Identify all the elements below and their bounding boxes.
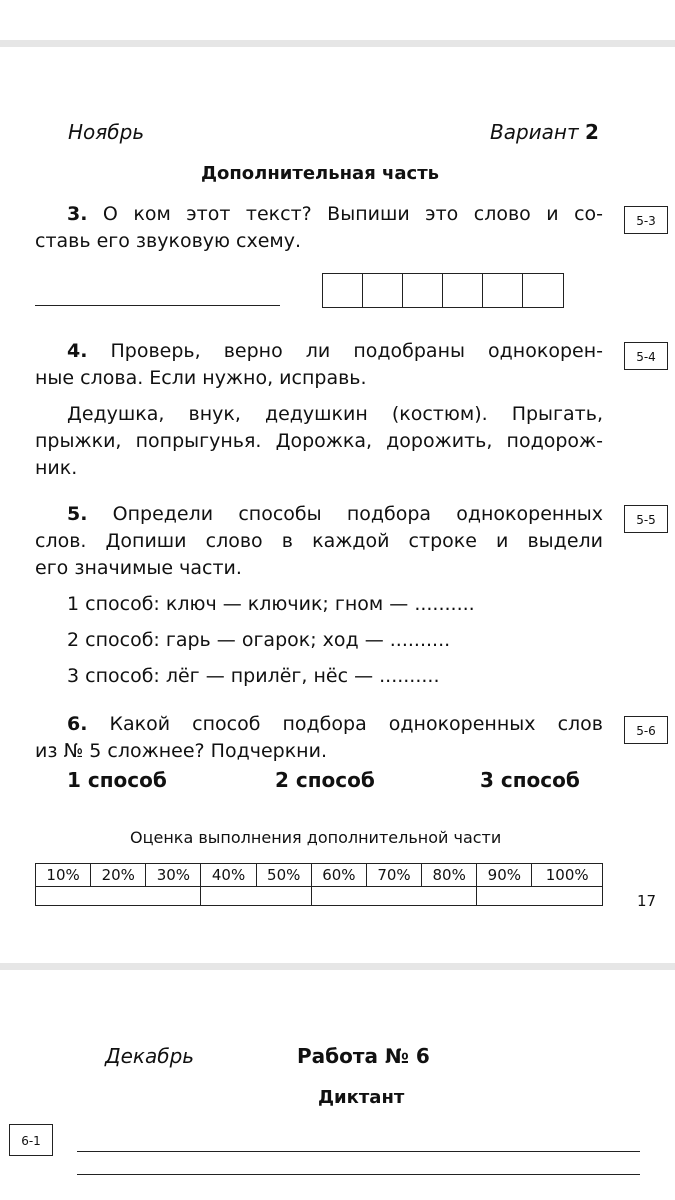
task-3-number: 3. [67, 203, 88, 225]
sound-scheme-boxes[interactable] [322, 273, 564, 308]
sound-box[interactable] [323, 274, 363, 308]
grade-cell[interactable] [311, 887, 476, 906]
grade-cell[interactable] [477, 887, 603, 906]
task-6-line1 [35, 711, 603, 738]
task-4-code: 5-4 [624, 342, 668, 370]
grade-percent-cell: 10% [36, 864, 91, 887]
writing-line[interactable] [77, 1174, 640, 1175]
option-2[interactable]: 2 способ [275, 768, 375, 792]
page-separator [0, 963, 675, 970]
answer-line[interactable] [35, 305, 280, 306]
grade-percent-cell: 40% [201, 864, 256, 887]
section-title: Дополнительная часть [200, 163, 440, 184]
task-6 [35, 711, 603, 765]
option-3[interactable]: 3 способ [480, 768, 580, 792]
task-3-text1: О ком этот текст? Выпиши это слово и со- [102, 203, 603, 225]
variant-word: Вариант [490, 120, 579, 144]
task-6-text1: Какой способ подбора однокоренных слов [109, 713, 603, 735]
task-3-code: 5-3 [624, 206, 668, 234]
grade-percent-cell: 80% [422, 864, 477, 887]
next-page-code: 6-1 [9, 1124, 53, 1156]
task-4-text1: Проверь, верно ли подобраны однокорен- [110, 340, 603, 362]
sound-box[interactable] [483, 274, 523, 308]
task-4-words3: ник. [35, 457, 78, 479]
grade-cell[interactable] [201, 887, 311, 906]
grade-title: Оценка выполнения дополнительной части [130, 828, 502, 847]
grade-percent-cell: 100% [532, 864, 603, 887]
dictation-title: Диктант [318, 1087, 405, 1108]
task-6-line2: из № 5 сложнее? Подчеркни. [35, 740, 327, 762]
task-4-words1: Дедушка, внук, дедушкин (костюм). Прыгать, [67, 403, 603, 425]
task-4 [35, 338, 603, 482]
sound-box[interactable] [443, 274, 483, 308]
task-6-number: 6. [67, 713, 88, 735]
method-row-2: 2 способ: гарь — огарок; ход — .......... [67, 629, 451, 651]
method-row-1: 1 способ: ключ — ключик; гном — .......... [67, 593, 475, 615]
page-number: 17 [637, 892, 657, 910]
sound-box[interactable] [363, 274, 403, 308]
work-title: Работа № 6 [297, 1044, 430, 1068]
sound-box[interactable] [403, 274, 443, 308]
grade-percent-cell: 70% [366, 864, 421, 887]
grade-table [35, 863, 603, 906]
grade-percent-cell: 60% [311, 864, 366, 887]
task-5 [35, 501, 603, 582]
top-page-edge [0, 40, 675, 47]
task-4-words2: прыжки, попрыгунья. Дорожка, дорожить, подорож- [35, 430, 603, 452]
task-5-line2: слов. Допиши слово в каждой строке и выдели [35, 530, 603, 552]
task-4-line1 [35, 338, 603, 365]
task-4-line2: ные слова. Если нужно, исправь. [35, 367, 367, 389]
variant-number: 2 [585, 120, 599, 144]
task-5-line1 [35, 501, 603, 528]
grade-percent-cell: 20% [91, 864, 146, 887]
grade-percent-row [36, 864, 603, 887]
task-3 [35, 201, 603, 255]
grade-percent-cell: 90% [477, 864, 532, 887]
writing-line[interactable] [77, 1151, 640, 1152]
grade-percent-cell: 50% [256, 864, 311, 887]
sound-box[interactable] [523, 274, 563, 308]
task-6-code: 5-6 [624, 716, 668, 744]
method-row-3: 3 способ: лёг — прилёг, нёс — .......... [67, 665, 440, 687]
task-3-line2: ставь его звуковую схему. [35, 230, 302, 252]
next-month-label: Декабрь [105, 1044, 195, 1068]
task-5-text1: Определи способы подбора однокоренных [112, 503, 604, 525]
task-4-number: 4. [67, 340, 88, 362]
grade-mark-row [36, 887, 603, 906]
task-3-line1 [35, 201, 603, 228]
month-label: Ноябрь [68, 120, 145, 144]
grade-percent-cell: 30% [146, 864, 201, 887]
variant-label [490, 120, 599, 144]
task-5-code: 5-5 [624, 505, 668, 533]
grade-cell[interactable] [36, 887, 201, 906]
task-5-line3: его значимые части. [35, 557, 242, 579]
option-1[interactable]: 1 способ [67, 768, 167, 792]
task-5-number: 5. [67, 503, 88, 525]
